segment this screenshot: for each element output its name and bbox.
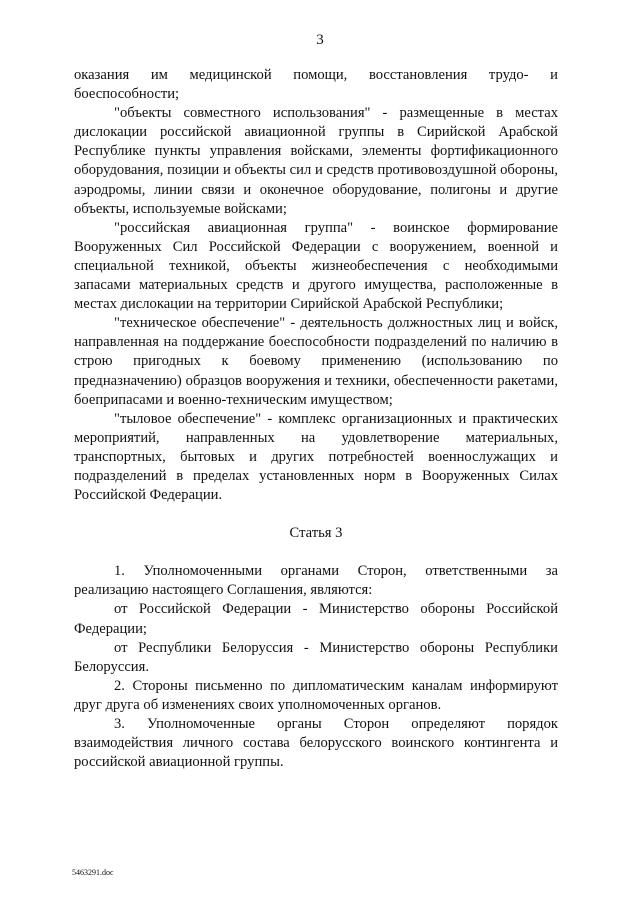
paragraph: 2. Стороны письменно по дипломатическим каналам информируют друг друга об изменениях своих уполномоченных органов. <box>74 677 558 713</box>
paragraph: "российская авиационная группа" - воинское формирование Вооруженных Сил Российской Федерации с вооружением, военной и специальной техникой, объекты жизнеобеспечения с необходимыми запасами материальных средств и другого имущества, расположенные в местах дислокации на территории Сирийской Арабской Республики; <box>74 219 558 313</box>
article-heading: Статья 3 <box>289 525 343 542</box>
document-body <box>74 66 558 772</box>
footer-filename: 5463291.doc <box>72 868 114 877</box>
paragraph: 1. Уполномоченными органами Сторон, ответственными за реализацию настоящего Соглашения, являются: <box>74 563 558 599</box>
paragraph: от Российской Федерации - Министерство обороны Российской Федерации; <box>74 601 558 637</box>
paragraph: "объекты совместного использования" - размещенные в местах дислокации российской авиационной группы в Сирийской Арабской Республике пункты управления войсками, элементы фортификационного оборудования, позиции и объекты сил и средств противовоздушной обороны, аэродромы, линии связи и оконечное оборудование, полигоны и другие объекты, используемые войсками; <box>74 105 558 217</box>
paragraph: "тыловое обеспечение" - комплекс организационных и практических мероприятий, направленных на удовлетворение материальных, транспортных, бытовых и других потребностей военнослужащих и подразделений в пределах установленных норм в Вооруженных Силах Российской Федерации. <box>74 410 558 504</box>
paragraph: 3. Уполномоченные органы Сторон определяют порядок взаимодействия личного состава белорусского воинского контингента и российской авиационной группы. <box>74 716 558 771</box>
page-number: 3 <box>316 32 324 48</box>
paragraph: от Республики Белоруссия - Министерство обороны Республики Белоруссия. <box>74 639 558 675</box>
paragraph: "техническое обеспечение" - деятельность должностных лиц и войск, направленная на поддержание боеспособности подразделений по наличию в строю пригодных к боевому применению (использованию по предназначению) образцов вооружения и техники, обеспеченности ракетами, боеприпасами и военно-техническим имуществом; <box>74 315 558 408</box>
paragraph: оказания им медицинской помощи, восстановления трудо- и боеспособности; <box>74 67 558 103</box>
